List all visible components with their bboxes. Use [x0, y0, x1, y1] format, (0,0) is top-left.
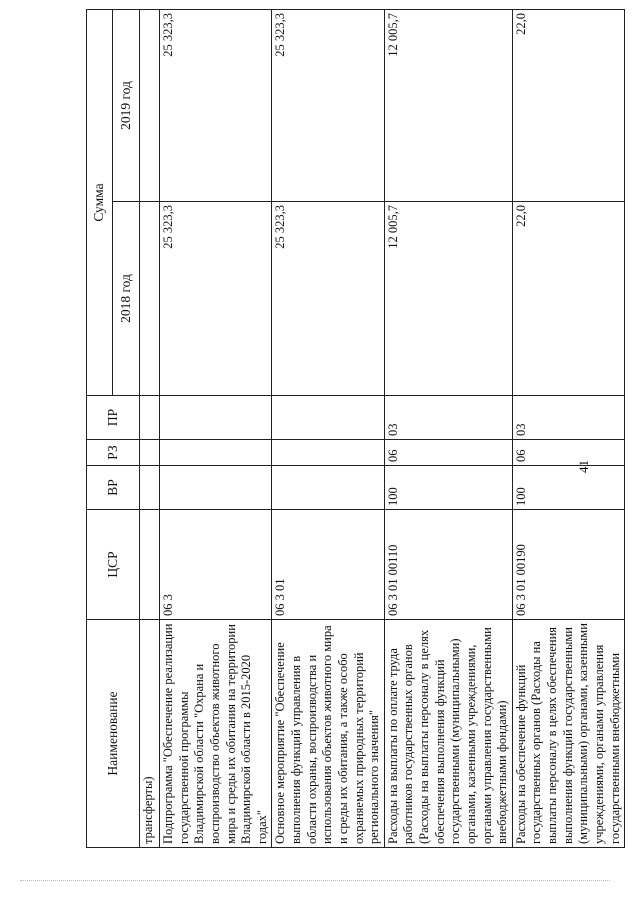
header-vr: ВР: [87, 466, 140, 510]
row-csr: 06 3: [160, 510, 272, 620]
table-row: [272, 9, 384, 847]
table-row: [160, 9, 272, 847]
header-csr: ЦСР: [87, 510, 140, 620]
row-name: Основное мероприятие "Обеспечение выполнения функций управления в области охраны, воспроизводства и использования объектов животного мира и среды их обитания, а также особо охраняемых природных территорий регионального значения": [272, 620, 384, 848]
row-csr: 06 3 01: [272, 510, 384, 620]
header-sum: Сумма: [87, 9, 113, 395]
row-csr: [140, 510, 160, 620]
row-2018: 12 005,7: [384, 202, 512, 396]
row-vr: [160, 466, 272, 510]
scan-edge-artifact: [20, 880, 610, 893]
header-pr: ПР: [87, 396, 140, 440]
row-pr: [272, 396, 384, 440]
row-pr: [140, 396, 160, 440]
table-row: [140, 9, 160, 847]
row-csr: 06 3 01 00110: [384, 510, 512, 620]
row-2018: 25 323,3: [160, 202, 272, 396]
row-vr: [272, 466, 384, 510]
row-name: Расходы на выплаты по оплате труда работников государственных органов (Расходы на выплаты персоналу в целях обеспечения выполнения функций государственными (муниципальными) органами, казенными учреждениями, органами управления государственными внебюджетными фондами): [384, 620, 512, 848]
row-csr: 06 3 01 00190: [512, 510, 624, 620]
row-pr: [160, 396, 272, 440]
header-row-1: [87, 9, 113, 847]
row-2018: [140, 202, 160, 396]
table-row: [512, 9, 624, 847]
row-vr: [140, 466, 160, 510]
row-2019: 22,0: [512, 9, 624, 201]
row-2018: 25 323,3: [272, 202, 384, 396]
row-2019: [140, 9, 160, 201]
page-number: 41: [576, 460, 591, 473]
header-rz: РЗ: [87, 440, 140, 466]
row-rz: [160, 440, 272, 466]
row-rz: [272, 440, 384, 466]
budget-table: [86, 9, 625, 848]
row-2019: 12 005,7: [384, 9, 512, 201]
row-2018: 22,0: [512, 202, 624, 396]
row-rz: 06: [512, 440, 624, 466]
row-pr: 03: [384, 396, 512, 440]
row-name: трансферты): [140, 620, 160, 848]
row-vr: 100: [384, 466, 512, 510]
row-2019: 25 323,3: [272, 9, 384, 201]
table-row: [384, 9, 512, 847]
row-vr: 100: [512, 466, 624, 510]
header-year-2018: 2018 год: [113, 202, 140, 396]
row-name: Расходы на обеспечение функций государственных органов (Расходы на выплаты персоналу в целях обеспечения выполнения функций государственными (муниципальными) органами, казенными учреждениями, органами управления государственными внебюджетными: [512, 620, 624, 848]
row-pr: 03: [512, 396, 624, 440]
row-2019: 25 323,3: [160, 9, 272, 201]
row-name: Подпрограмма "Обеспечение реализации государственной программы Владимирской области "Охрана и воспроизводство объектов животного мира и среды их обитания на территории Владимирской области в 2015-2020 годах": [160, 620, 272, 848]
header-name: Наименование: [87, 620, 140, 848]
header-year-2019: 2019 год: [113, 9, 140, 201]
row-rz: 06: [384, 440, 512, 466]
row-rz: [140, 440, 160, 466]
